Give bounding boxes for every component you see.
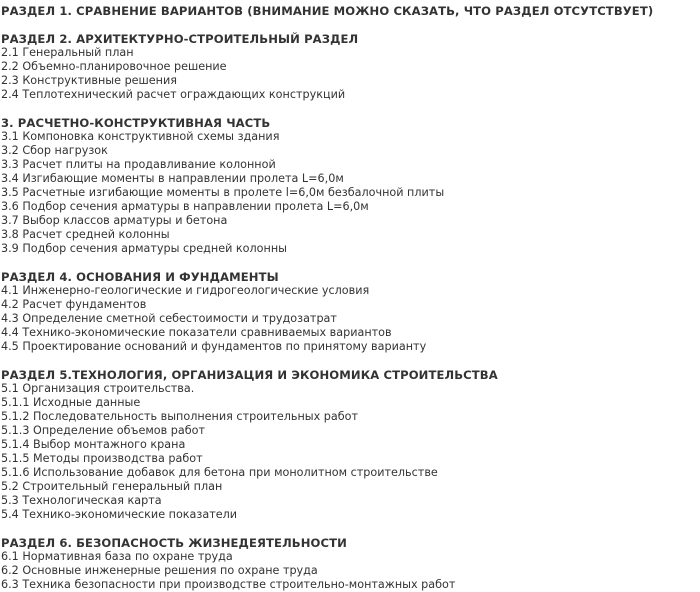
- section-title: РАЗДЕЛ 4. ОСНОВАНИЯ И ФУНДАМЕНТЫ: [1, 270, 279, 284]
- list-item: 5.1.4 Выбор монтажного крана: [1, 438, 186, 451]
- list-item: 6.3 Техника безопасности при производстве строительно-монтажных работ: [1, 578, 456, 591]
- list-item: 3.7 Выбор классов арматуры и бетона: [1, 214, 228, 227]
- list-item: 5.3 Технологическая карта: [1, 494, 162, 507]
- section-title: РАЗДЕЛ 5.ТЕХНОЛОГИЯ, ОРГАНИЗАЦИЯ И ЭКОНОМИКА СТРОИТЕЛЬСТВА: [1, 368, 498, 382]
- list-item: 3.4 Изгибающие моменты в направлении пролета L=6,0м: [1, 172, 344, 185]
- list-item: 5.1 Организация строительства.: [1, 382, 195, 395]
- section-title: 3. РАСЧЕТНО-КОНСТРУКТИВНАЯ ЧАСТЬ: [1, 116, 271, 130]
- list-item: 6.1 Нормативная база по охране труда: [1, 550, 233, 563]
- section-title: РАЗДЕЛ 6. БЕЗОПАСНОСТЬ ЖИЗНЕДЕЯТЕЛЬНОСТИ: [1, 536, 347, 550]
- list-item: 5.4 Технико-экономические показатели: [1, 508, 238, 521]
- list-item: 5.2 Строительный генеральный план: [1, 480, 223, 493]
- list-item: 5.1.2 Последовательность выполнения строительных работ: [1, 410, 358, 423]
- section-3: [1, 116, 700, 256]
- list-item: 5.1.5 Методы производства работ: [1, 452, 203, 465]
- list-item: 2.4 Теплотехнический расчет ограждающих конструкций: [1, 88, 346, 101]
- list-item: 4.4 Технико-экономические показатели сравниваемых вариантов: [1, 326, 392, 339]
- list-item: 4.3 Определение сметной себестоимости и трудозатрат: [1, 312, 337, 325]
- list-item: 2.1 Генеральный план: [1, 46, 134, 59]
- list-item: 3.1 Компоновка конструктивной схемы здания: [1, 130, 280, 143]
- list-item: 3.5 Расчетные изгибающие моменты в пролете l=6,0м безбалочной плиты: [1, 186, 445, 199]
- list-item: 4.1 Инженерно-геологические и гидрогеологические условия: [1, 284, 370, 297]
- section-title: РАЗДЕЛ 2. АРХИТЕКТУРНО-СТРОИТЕЛЬНЫЙ РАЗДЕЛ: [1, 32, 359, 46]
- list-item: 5.1.6 Использование добавок для бетона при монолитном строительстве: [1, 466, 438, 479]
- section-2: [1, 32, 700, 102]
- section-5: [1, 368, 700, 522]
- section-6: [1, 536, 700, 592]
- section-1: [1, 4, 700, 18]
- section-4: [1, 270, 700, 354]
- list-item: 3.2 Сбор нагрузок: [1, 144, 108, 157]
- list-item: 5.1.1 Исходные данные: [1, 396, 141, 409]
- list-item: 5.1.3 Определение объемов работ: [1, 424, 205, 437]
- section-title: РАЗДЕЛ 1. СРАВНЕНИЕ ВАРИАНТОВ (ВНИМАНИЕ МОЖНО СКАЗАТЬ, ЧТО РАЗДЕЛ ОТСУТСТВУЕТ): [1, 4, 654, 18]
- list-item: 4.5 Проектирование оснований и фундаментов по принятому варианту: [1, 340, 427, 353]
- list-item: 3.8 Расчет средней колонны: [1, 228, 170, 241]
- list-item: 2.2 Объемно-планировочное решение: [1, 60, 227, 73]
- list-item: 2.3 Конструктивные решения: [1, 74, 177, 87]
- list-item: 6.2 Основные инженерные решения по охране труда: [1, 564, 318, 577]
- list-item: 3.6 Подбор сечения арматуры в направлении пролета L=6,0м: [1, 200, 369, 213]
- list-item: 3.9 Подбор сечения арматуры средней колонны: [1, 242, 287, 255]
- list-item: 3.3 Расчет плиты на продавливание колонной: [1, 158, 276, 171]
- list-item: 4.2 Расчет фундаментов: [1, 298, 147, 311]
